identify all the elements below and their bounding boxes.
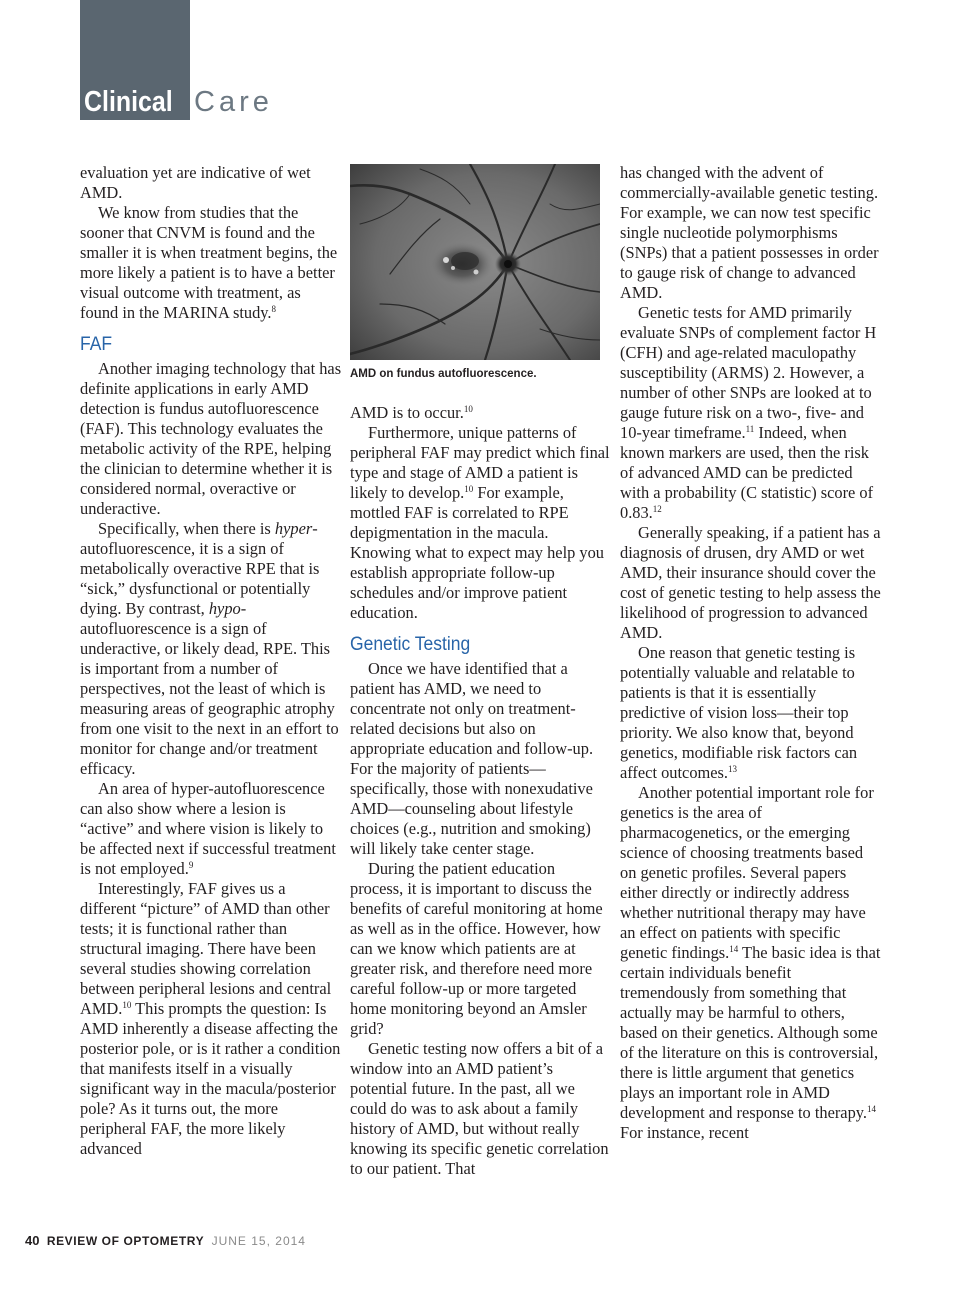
paragraph: Once we have identified that a patient has AMD, we need to concentrate not only on treatment-related decisions but also on appropriate education and follow-up. For the majority of patients—specifically, those with nonexudative AMD—counseling about lifestyle choices (e.g., nutrition and smoking) will likely take center stage. <box>350 659 594 858</box>
reference-number: 10 <box>463 404 473 414</box>
column-3 <box>620 163 882 1143</box>
paragraph: Genetic tests for AMD primarily evaluate SNPs of complement factor H (CFH) and age-related maculopathy susceptibility (ARMS) 2. However, a number of other SNPs are looked at to gauge future risk on a two-, five- and 10-year timeframe.$^{11}$ Indeed, when known markers are used, then the risk of advanced AMD can be predicted with a probability (C statistic) score of 0.83.12 <box>620 303 877 522</box>
reference-number: 9 <box>188 860 194 870</box>
reference-number: 10 <box>122 1000 132 1010</box>
paragraph: Genetic testing now offers a bit of a window into an AMD patient’s potential future. In the past, all we could do was to ask about a family history of AMD, but without really knowing its specific genetic correlation to our patient. That <box>350 1039 609 1178</box>
reference-number: 14 <box>729 944 739 954</box>
heading-genetic-testing: Genetic Testing <box>350 634 471 655</box>
issue-date: JUNE 15, 2014 <box>211 1234 306 1248</box>
reference-number: 14 <box>867 1104 876 1114</box>
paragraph: Interestingly, FAF gives us a different “picture” of AMD than other tests; it is functional rather than structural imaging. There have been several studies showing correlation between peripheral lesions and central AMD.$^{10}$ This prompts the question: Is AMD inherently a disease affecting the posterior pole, or is it rather a condition that manifests itself in a visually significant way in the macula/posterior pole? As it turns out, the more peripheral FAF, the more likely advanced <box>80 879 341 1158</box>
reference-number: 11 <box>745 424 755 434</box>
paragraph: Another imaging technology that has definite applications in early AMD detection is fundus autofluorescence (FAF). This technology evaluates the metabolic activity of the RPE, helping the clinician to determine whether it is considered normal, overactive or underactive. <box>80 359 342 518</box>
reference-number: 13 <box>728 764 738 774</box>
paragraph: Another potential important role for genetics is the area of pharmacogenetics, or the emerging science of choosing treatments based on genetic profiles. Several papers either directly or indirectly address whether nutritional therapy may have an effect on patients with specific genetic findings.$^{14}$ The basic idea is that certain individuals benefit tremendously from something that actually may be harmful to others, based on their genetics. Although some of the literature on this is controversial, there is little argument that genetics plays an important role in AMD development and response to therapy.$^{14}$ For instance, recent <box>620 783 881 1142</box>
paragraph: Specifically, when there is hyper-autofluorescence, it is a sign of metabolically overactive RPE that is “sick,” dysfunctional or potentially dying. By contrast, hypo-autofluorescence is a sign of underactive, or likely dead, RPE. This is important from a number of perspectives, not the least of which is measuring areas of geographic atrophy from one visit to the next in an effort to monitor for change and/or treatment efficacy. <box>80 519 339 778</box>
paragraph: An area of hyper-autofluorescence can also show where a lesion is “active” and where vision is likely to be affected next if successful treatment is not employed.$^9$ <box>80 779 336 878</box>
column-1 <box>80 163 342 1159</box>
paragraph: Furthermore, unique patterns of peripheral FAF may predict which final type and stage of AMD a patient is likely to develop.$^{10}$ For example, mottled FAF is correlated to RPE depigmentation in the macula. Knowing what to expect may help you establish appropriate follow-up schedules and/or improve patient education. <box>350 423 610 622</box>
paragraph: Generally speaking, if a patient has a diagnosis of drusen, dry AMD or wet AMD, their insurance should cover the cost of genetic testing to help assess the likelihood of progression to advanced AMD. <box>620 523 881 642</box>
heading-faf: FAF <box>80 334 113 355</box>
paragraph: evaluation yet are indicative of wet AMD. <box>80 163 311 202</box>
section-title-strong: Clinical <box>84 86 173 118</box>
section-title-light: Care <box>194 86 273 118</box>
column-2 <box>350 403 612 1179</box>
figure-caption: AMD on fundus autofluorescence. <box>350 368 537 380</box>
page-footer <box>25 1233 306 1248</box>
reference-number: 8 <box>271 304 277 314</box>
page-number: 40 <box>25 1233 40 1248</box>
paragraph: has changed with the advent of commercially-available genetic testing. For example, we can now test specific single nucleotide polymorphisms (SNPs) that a patient possesses in order to gauge risk of change to advanced AMD. <box>620 163 879 302</box>
reference-number: 12 <box>652 504 662 514</box>
paragraph: We know from studies that the sooner that CNVM is found and the smaller it is when treatment begins, the more likely a patient is to have a better visual outcome with treatment, as found in the MARINA study.$^8$ <box>80 203 338 322</box>
reference-number: 10 <box>464 484 474 494</box>
fundus-autofluorescence-image <box>350 164 600 360</box>
magazine-name: REVIEW OF OPTOMETRY <box>46 1234 205 1248</box>
paragraph: AMD is to occur.$^{10}$ <box>350 403 473 422</box>
paragraph: During the patient education process, it is important to discuss the benefits of careful monitoring at home as well as in the office. However, how can we know which patients are at greater risk, and therefore need more careful follow-up or more targeted home monitoring beyond an Amsler grid? <box>350 859 603 1038</box>
paragraph: One reason that genetic testing is potentially valuable and relatable to patients is that it is essentially predictive of vision loss—their top priority. We also know that, beyond genetics, modifiable risk factors can affect outcomes.$^{13}$ <box>620 643 858 782</box>
